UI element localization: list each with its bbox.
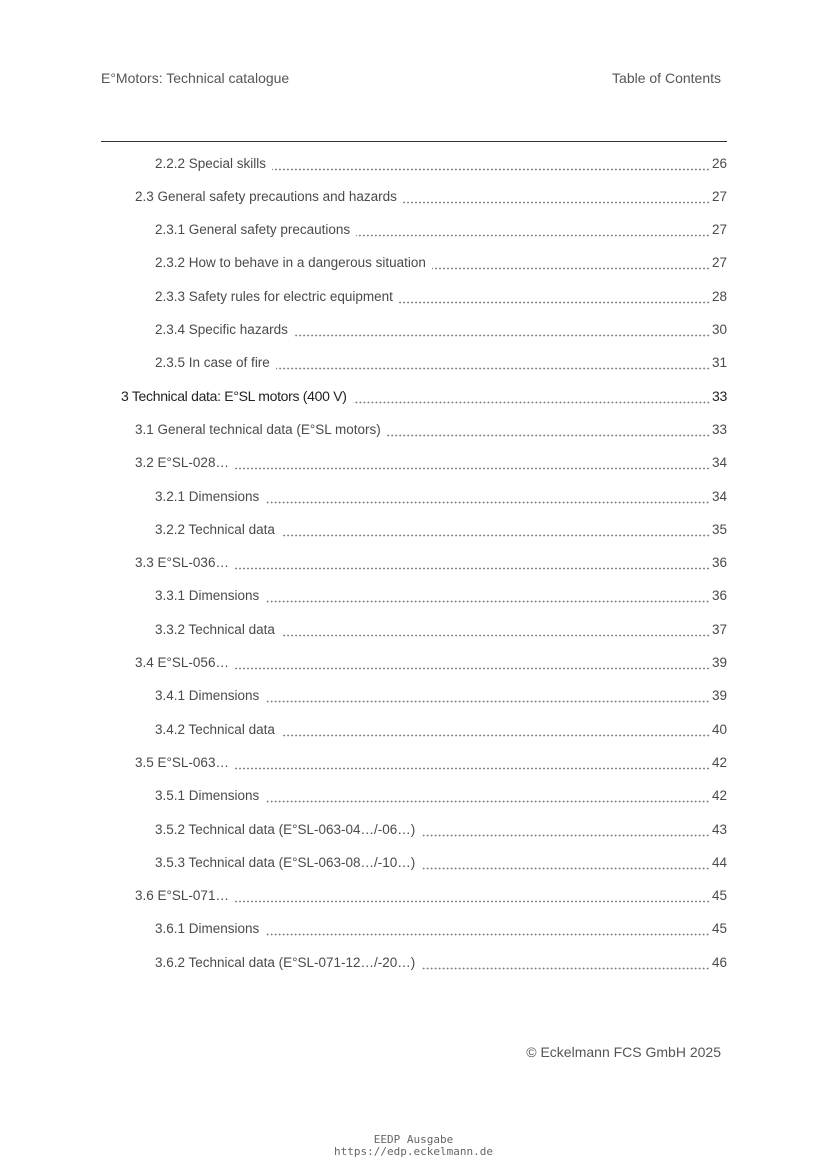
toc-dot-leader — [399, 295, 710, 304]
toc-dot-leader — [235, 461, 710, 470]
toc-entry-title: 3.4.1 Dimensions — [155, 688, 260, 704]
print-stamp-url: https://edp.eckelmann.de — [334, 1145, 493, 1158]
toc-entry-page-number: 46 — [711, 954, 727, 970]
toc-entry[interactable] — [135, 414, 727, 444]
toc-entry-page-number: 43 — [711, 821, 727, 837]
toc-entry-page-number: 45 — [711, 921, 727, 937]
toc-entry-title: 3.6.2 Technical data (E°SL-071-12…/-20…) — [155, 954, 416, 970]
toc-entry-page-number: 27 — [711, 222, 727, 238]
toc-entry[interactable] — [155, 348, 727, 378]
toc-entry[interactable] — [135, 648, 727, 678]
toc-dot-leader — [235, 661, 710, 670]
toc-entry[interactable] — [135, 448, 727, 478]
toc-entry[interactable] — [155, 781, 727, 811]
toc-dot-leader — [235, 761, 710, 770]
toc-entry[interactable] — [155, 281, 727, 311]
toc-dot-leader — [432, 261, 710, 270]
toc-dot-leader — [421, 861, 710, 870]
toc-entry[interactable] — [155, 315, 727, 345]
toc-entry[interactable] — [155, 581, 727, 611]
toc-dot-leader — [265, 794, 710, 803]
toc-entry-page-number: 44 — [711, 854, 727, 870]
toc-entry[interactable] — [135, 548, 727, 578]
toc-entry[interactable] — [155, 514, 727, 544]
toc-entry-title: 2.2.2 Special skills — [155, 155, 267, 171]
toc-entry-title: 3.4 E°SL-056… — [135, 655, 229, 670]
toc-entry-page-number: 26 — [711, 155, 727, 171]
toc-entry[interactable] — [155, 681, 727, 711]
toc-entry-title: 3.3.1 Dimensions — [155, 588, 260, 604]
header-divider — [101, 141, 727, 142]
toc-entry-title: 3.2.2 Technical data — [155, 521, 275, 537]
toc-entry-title: 3.6.1 Dimensions — [155, 921, 260, 937]
toc-dot-leader — [294, 328, 710, 337]
toc-entry-page-number: 45 — [711, 888, 727, 904]
toc-dot-leader — [281, 628, 710, 637]
toc-dot-leader — [403, 195, 710, 204]
toc-entry-title: 3.1 General technical data (E°SL motors) — [135, 421, 381, 437]
toc-entry[interactable] — [155, 947, 727, 977]
toc-entry-title: 3.5.1 Dimensions — [155, 788, 260, 804]
running-header-title: E°Motors: Technical catalogue — [101, 70, 290, 86]
toc-entry[interactable] — [155, 847, 727, 877]
toc-entry-page-number: 36 — [711, 588, 727, 604]
toc-entry-page-number: 31 — [711, 355, 727, 371]
toc-entry[interactable] — [155, 814, 727, 844]
toc-entry-page-number: 39 — [711, 688, 727, 704]
toc-entry-title: 2.3 General safety precautions and hazards — [135, 188, 397, 204]
toc-dot-leader — [356, 228, 710, 237]
toc-dot-leader — [421, 961, 710, 970]
toc-dot-leader — [265, 927, 710, 936]
toc-dot-leader — [265, 495, 710, 504]
toc-entry[interactable] — [121, 381, 727, 411]
toc-entry-title: 3.5 E°SL-063… — [135, 754, 229, 770]
toc-entry-title: 3.2 E°SL-028… — [135, 455, 229, 471]
toc-entry-title: 3.3.2 Technical data — [155, 621, 275, 637]
toc-entry-page-number: 36 — [711, 555, 727, 571]
toc-entry-page-number: 35 — [711, 521, 727, 537]
toc-dot-leader — [387, 428, 710, 437]
toc-dot-leader — [281, 728, 710, 737]
toc-entry[interactable] — [155, 714, 727, 744]
toc-dot-leader — [421, 828, 710, 837]
toc-entry-title: 2.3.5 In case of fire — [155, 355, 270, 371]
toc-entry[interactable] — [135, 181, 727, 211]
toc-entry-title: 3.5.2 Technical data (E°SL-063-04…/-06…) — [155, 821, 416, 837]
toc-entry[interactable] — [155, 148, 727, 178]
print-stamp-label: EEDP Ausgabe — [373, 1133, 454, 1146]
toc-dot-leader — [272, 162, 710, 171]
toc-entry-title: 3.2.1 Dimensions — [155, 488, 260, 504]
toc-entry-page-number: 40 — [711, 721, 727, 737]
toc-dot-leader — [353, 395, 710, 404]
running-header-section: Table of Contents — [612, 70, 721, 86]
toc-entry-page-number: 42 — [711, 788, 727, 804]
toc-entry[interactable] — [155, 914, 727, 944]
toc-entry-page-number: 30 — [711, 322, 727, 337]
toc-entry-page-number: 37 — [711, 621, 727, 637]
toc-entry-page-number: 34 — [711, 488, 727, 504]
toc-entry-title: 2.3.1 General safety precautions — [155, 222, 351, 238]
toc-entry-title: 3 Technical data: E°SL motors (400 V) — [121, 388, 347, 405]
toc-entry-title: 3.4.2 Technical data — [155, 721, 275, 737]
toc-entry[interactable] — [155, 614, 727, 644]
toc-entry-page-number: 33 — [711, 421, 727, 437]
toc-entry-page-number: 42 — [711, 754, 727, 770]
toc-dot-leader — [235, 561, 710, 570]
toc-entry-title: 2.3.2 How to behave in a dangerous situation — [155, 255, 426, 271]
copyright-notice: © Eckelmann FCS GmbH 2025 — [526, 1044, 721, 1060]
toc-entry-title: 3.3 E°SL-036… — [135, 555, 229, 571]
toc-entry-page-number: 39 — [711, 655, 727, 670]
toc-entry[interactable] — [135, 747, 727, 777]
toc-entry-page-number: 27 — [711, 255, 727, 271]
toc-entry-title: 3.5.3 Technical data (E°SL-063-08…/-10…) — [155, 854, 416, 870]
toc-entry-title: 3.6 E°SL-071… — [135, 888, 229, 904]
toc-dot-leader — [281, 528, 710, 537]
toc-entry-title: 2.3.3 Safety rules for electric equipment — [155, 288, 393, 304]
toc-entry[interactable] — [155, 215, 727, 245]
toc-dot-leader — [276, 361, 710, 370]
toc-entry-page-number: 28 — [711, 288, 727, 304]
toc-entry[interactable] — [155, 248, 727, 278]
toc-entry-page-number: 33 — [712, 388, 727, 405]
toc-entry-page-number: 34 — [711, 455, 727, 471]
toc-entry-title: 2.3.4 Specific hazards — [155, 322, 288, 337]
toc-entry[interactable] — [135, 881, 727, 911]
toc-dot-leader — [235, 894, 710, 903]
toc-entry[interactable] — [155, 481, 727, 511]
toc-entry-page-number: 27 — [711, 188, 727, 204]
toc-dot-leader — [265, 694, 710, 703]
toc-dot-leader — [265, 594, 710, 603]
